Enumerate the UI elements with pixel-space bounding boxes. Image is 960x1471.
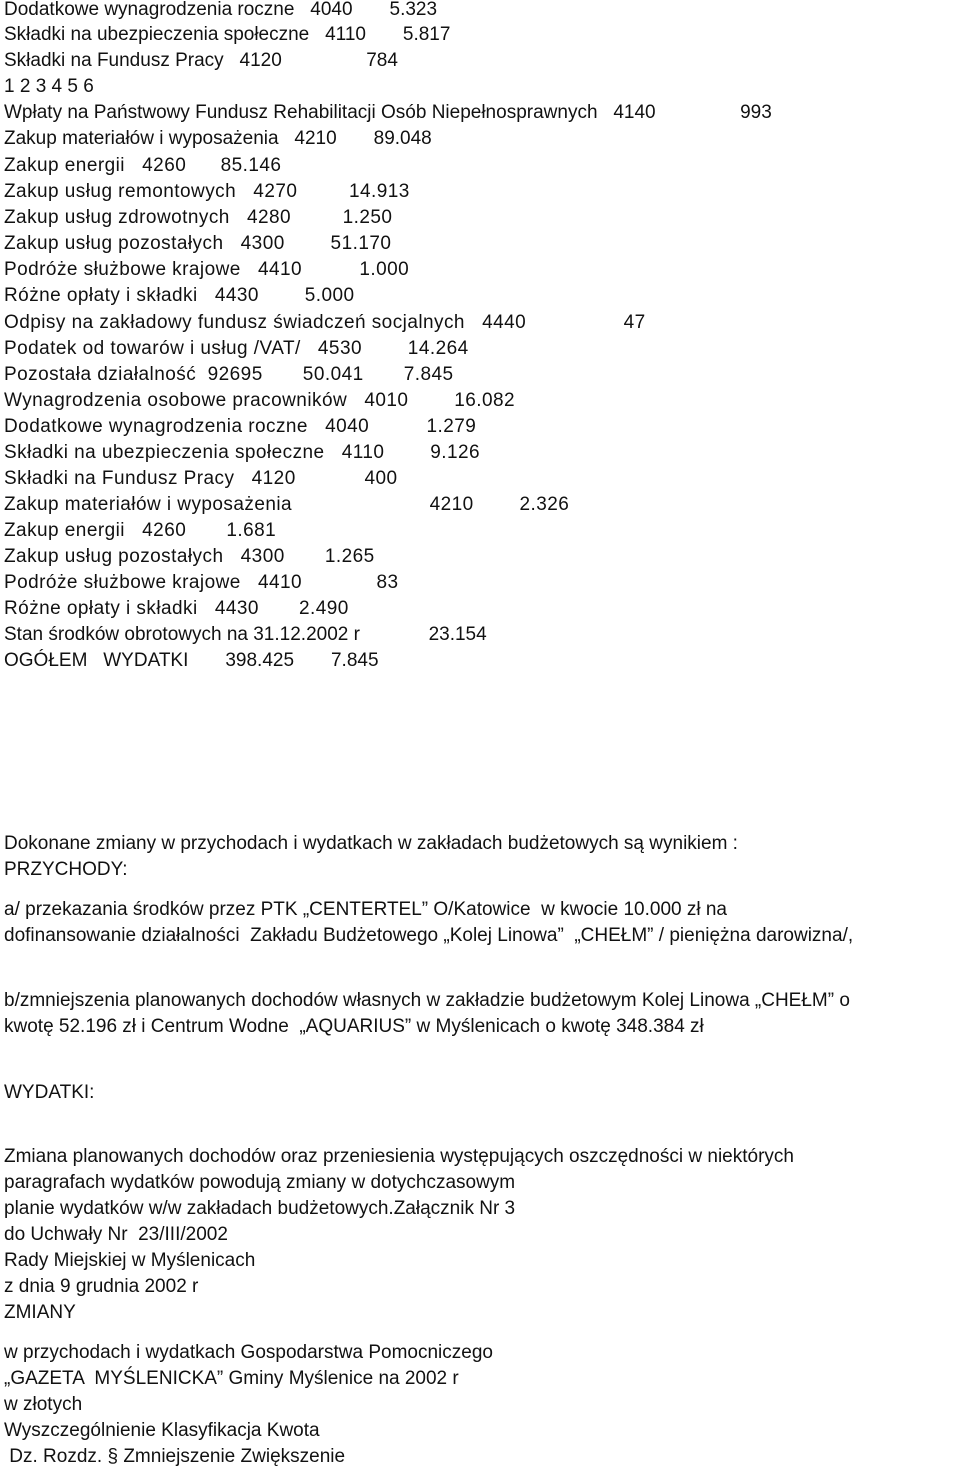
text-line-16: Wynagrodzenia osobowe pracowników 4010 16.082	[4, 390, 516, 411]
text-line-20: Zakup materiałów i wyposażenia 4210 2.326	[4, 494, 570, 515]
text-line-25: Stan środków obrotowych na 31.12.2002 r 23.154	[4, 624, 487, 645]
text-line-15: Pozostała działalność 92695 50.041 7.845	[4, 364, 454, 385]
text-line-2: Składki na ubezpieczenia społeczne 4110 5.817	[4, 24, 451, 45]
text-line-22: Zakup usług pozostałych 4300 1.265	[4, 546, 375, 567]
text-line-3: Składki na Fundusz Pracy 4120 784	[4, 50, 398, 71]
text-line-12: Różne opłaty i składki 4430 5.000	[4, 285, 355, 306]
text-line-37: do Uchwały Nr 23/III/2002	[4, 1224, 228, 1245]
text-line-40: ZMIANY	[4, 1302, 76, 1323]
text-line-1: Dodatkowe wynagrodzenia roczne 4040 5.323	[4, 0, 438, 20]
text-line-9: Zakup usług zdrowotnych 4280 1.250	[4, 207, 393, 228]
text-line-44: Wyszczególnienie Klasyfikacja Kwota	[4, 1420, 320, 1441]
text-line-39: z dnia 9 grudnia 2002 r	[4, 1276, 199, 1297]
text-line-4: 1 2 3 4 5 6	[4, 76, 94, 97]
text-line-14: Podatek od towarów i usług /VAT/ 4530 14.264	[4, 338, 469, 359]
text-line-27: Dokonane zmiany w przychodach i wydatkach w zakładach budżetowych są wynikiem :	[4, 833, 738, 854]
text-line-6: Zakup materiałów i wyposażenia 4210 89.048	[4, 128, 432, 149]
text-line-26: OGÓŁEM WYDATKI 398.425 7.845	[4, 650, 379, 671]
text-line-8: Zakup usług remontowych 4270 14.913	[4, 181, 410, 202]
text-line-7: Zakup energii 4260 85.146	[4, 155, 282, 176]
text-line-42: „GAZETA MYŚLENICKA” Gminy Myślenice na 2002 r	[4, 1368, 459, 1389]
text-line-19: Składki na Fundusz Pracy 4120 400	[4, 468, 398, 489]
text-line-34: Zmiana planowanych dochodów oraz przeniesienia występujących oszczędności w niektórych	[4, 1146, 794, 1167]
text-line-18: Składki na ubezpieczenia społeczne 4110 9.126	[4, 442, 481, 463]
text-line-32: kwotę 52.196 zł i Centrum Wodne „AQUARIUS” w Myślenicach o kwotę 348.384 zł	[4, 1016, 704, 1037]
text-line-29: a/ przekazania środków przez PTK „CENTERTEL” O/Katowice w kwocie 10.000 zł na	[4, 899, 727, 920]
text-line-35: paragrafach wydatków powodują zmiany w dotychczasowym	[4, 1172, 516, 1193]
text-line-11: Podróże służbowe krajowe 4410 1.000	[4, 259, 410, 280]
text-line-13: Odpisy na zakładowy fundusz świadczeń socjalnych 4440 47	[4, 312, 646, 333]
text-line-30: dofinansowanie działalności Zakładu Budżetowego „Kolej Linowa” „CHEŁM” / pieniężna darowizna/,	[4, 925, 854, 946]
text-line-43: w złotych	[4, 1394, 83, 1415]
text-line-10: Zakup usług pozostałych 4300 51.170	[4, 233, 392, 254]
text-line-21: Zakup energii 4260 1.681	[4, 520, 277, 541]
text-line-38: Rady Miejskiej w Myślenicach	[4, 1250, 256, 1271]
text-line-23: Podróże służbowe krajowe 4410 83	[4, 572, 399, 593]
text-line-17: Dodatkowe wynagrodzenia roczne 4040 1.279	[4, 416, 477, 437]
text-line-45: Dz. Rozdz. § Zmniejszenie Zwiększenie	[4, 1446, 346, 1467]
text-line-33: WYDATKI:	[4, 1082, 95, 1103]
text-line-5: Wpłaty na Państwowy Fundusz Rehabilitacji Osób Niepełnosprawnych 4140 993	[4, 102, 772, 123]
text-line-24: Różne opłaty i składki 4430 2.490	[4, 598, 349, 619]
text-line-36: planie wydatków w/w zakładach budżetowych.Załącznik Nr 3	[4, 1198, 516, 1219]
text-line-28: PRZYCHODY:	[4, 859, 128, 880]
text-line-41: w przychodach i wydatkach Gospodarstwa Pomocniczego	[4, 1342, 493, 1363]
text-line-31: b/zmniejszenia planowanych dochodów własnych w zakładzie budżetowym Kolej Linowa „CHEŁM” o	[4, 990, 850, 1011]
